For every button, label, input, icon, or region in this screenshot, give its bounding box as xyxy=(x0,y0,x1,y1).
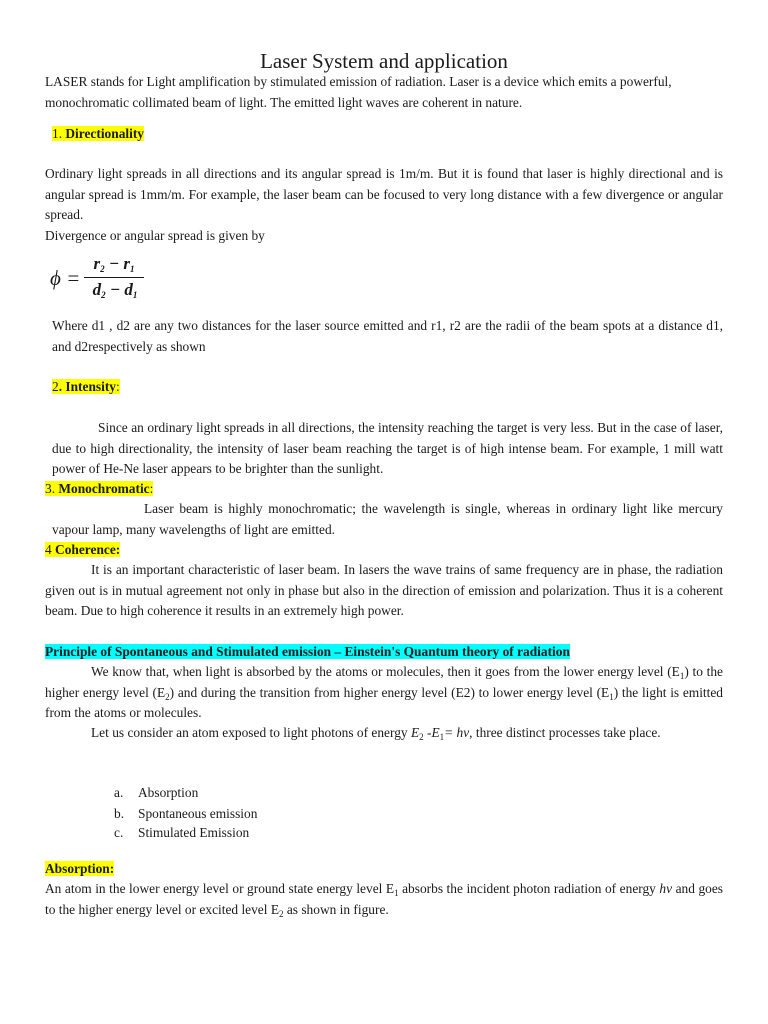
list-item: b. Spontaneous emission xyxy=(114,806,258,821)
page-title: Laser System and application xyxy=(260,49,508,73)
coherence-paragraph: It is an important characteristic of laser beam. In lasers the wave trains of same frequency are in phase, the radiation given out is in mutual agreement not only in phase but also in the direction of emission and polarization. Thus it is a coherent beam. Due to high coherence it results in an extremely high power. xyxy=(45,562,723,619)
divergence-formula xyxy=(50,254,160,304)
list-item: c. Stimulated Emission xyxy=(114,825,250,840)
principle-heading: Principle of Spontaneous and Stimulated emission – Einstein's Quantum theory of radiation xyxy=(45,644,570,659)
principle-paragraph-2: Let us consider an atom exposed to light photons of energy $E_2$ $-E_1= h\nu$, three distinct processes take place. xyxy=(91,725,661,742)
divergence-intro: Divergence or angular spread is given by xyxy=(45,228,265,243)
process-list xyxy=(114,783,414,842)
section-3-highlight: 3. Monochromatic: xyxy=(45,481,154,496)
section-1-highlight: 1. Directionality xyxy=(52,126,144,141)
formula-explanation: Where d1 , d2 are any two distances for the laser source emitted and r1, r2 are the radii of the beam spots at a distance d1, and d2respectively as shown xyxy=(52,318,723,354)
monochromatic-paragraph: Laser beam is highly monochromatic; the wavelength is single, whereas in ordinary light like mercury vapour lamp, many wavelengths of light are emitted. xyxy=(52,501,723,537)
directionality-paragraph: Ordinary light spreads in all directions and its angular spread is 1m/m. But it is found that laser is highly directional and is angular spread is 1mm/m. For example, the laser beam can be focused to very long distance with a few divergence or angular spread. xyxy=(45,166,723,223)
absorption-paragraph: An atom in the lower energy level or ground state energy level $E_1$ absorbs the incident photon radiation of energy hν and goes to the higher energy level or excited level $E_2$ as shown in figure. xyxy=(45,881,723,919)
section-3-heading xyxy=(45,479,153,500)
section-2-heading xyxy=(52,377,120,398)
formula-numerator: $r_2 - r_1$ xyxy=(93,254,135,274)
section-4-heading xyxy=(45,540,120,561)
list-item: a. Absorption xyxy=(114,785,199,800)
section-2-highlight: 2. Intensity: xyxy=(52,379,120,394)
absorption-heading: Absorption: xyxy=(45,861,115,876)
formula-lhs: ϕ = xyxy=(50,266,81,290)
intensity-paragraph: Since an ordinary light spreads in all directions, the intensity reaching the target is very less. But in the case of laser, due to high directionality, the intensity of laser beam reaching the target is of high intense beam. For example, 1 mill watt power of He-Ne laser appears to be brighter than the sunlight. xyxy=(52,420,723,477)
section-4-highlight: 4 Coherence: xyxy=(45,542,121,557)
section-1-heading xyxy=(52,124,144,145)
intro-paragraph: LASER stands for Light amplification by stimulated emission of radiation. Laser is a device which emits a powerful, monochromatic collimated beam of light. The emitted light waves are coherent in nature. xyxy=(45,74,672,110)
principle-paragraph-1: We know that, when light is absorbed by the atoms or molecules, then it goes from the lower energy level $(E_1)$ to the higher energy level $(E_2)$ and during the transition from higher energy level (E2) to lower energy level $(E_1)$ the light is emitted from the atoms or molecules. xyxy=(45,664,723,721)
formula-fraction-bar xyxy=(84,277,144,278)
formula-denominator: $d_2 - d_1$ xyxy=(92,280,138,300)
